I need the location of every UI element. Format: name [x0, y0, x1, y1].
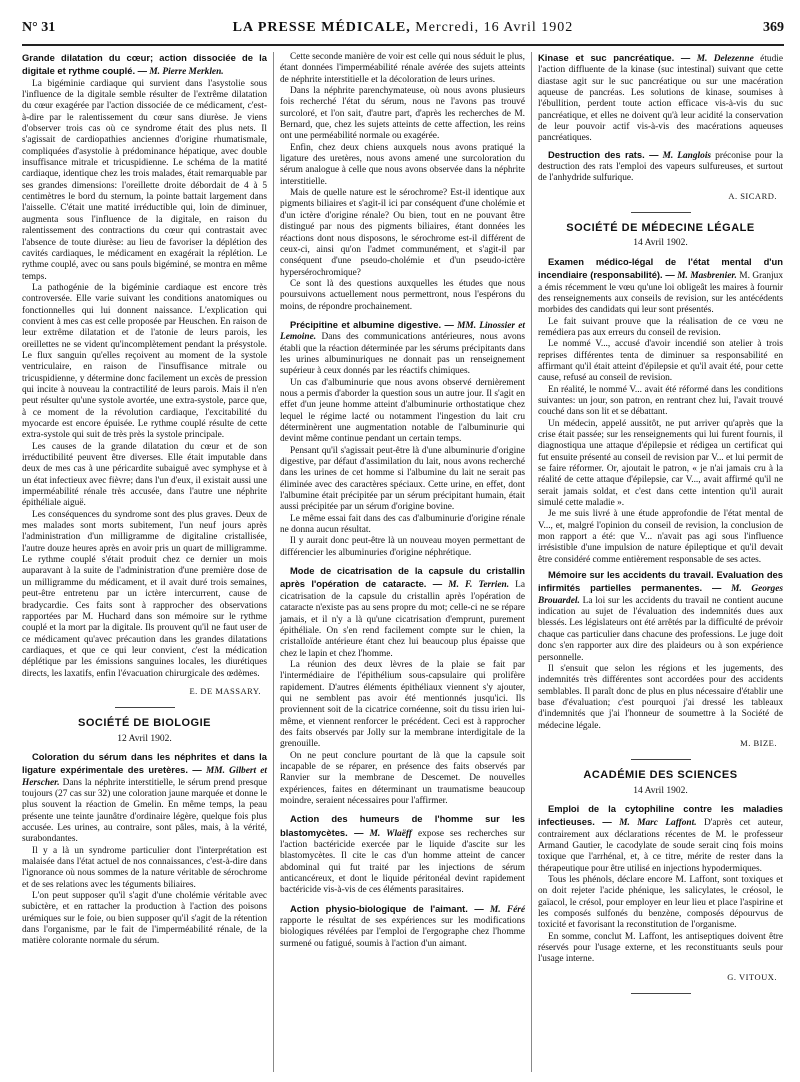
article-title: Coloration du sérum dans les néphrites et dans la ligature expérimentale des uretères. — — [22, 750, 267, 776]
paragraph: Il y aurait donc peut-être là un nouveau moyen permettant de différencier les albuminuries d'origine néphrétique. — [280, 536, 525, 558]
paragraph: Pensant qu'il s'agissait peut-être là d'une albuminurie d'origine digestive, par défaut d'assimilation du lait, nous avons recherché dans les urines de cet homme si l'albumine du lait ne serait pas éliminée avec des caractères spéciaux. Cette urine, en effet, dont l'albumine était précipitée par un sérum précipitant humain, était aussi précipitée par un sérum d'origine bovine. — [280, 445, 525, 513]
column-divider — [531, 52, 532, 1072]
article-author: M. Wlaëff — [369, 828, 412, 839]
paragraph: Cette seconde manière de voir est celle qui nous séduit le plus, étant données l'imperméabilité rénale avérée des sujets atteints de néphrite interstitielle et la décoloration de leurs urines. — [280, 52, 525, 85]
article-author: M. Delezenne — [696, 54, 754, 64]
article-heading — [538, 569, 783, 664]
article-heading — [538, 52, 783, 145]
paragraph: La pathogénie de la bigéminie cardiaque est encore très controversée. Elle varie suivant les conditions anatomiques ou fonctionnelles qui lui donnent naissance. L'explication qui convient à mes cas est celle proposée par Heuschen. En raison de leur extrême dilatation et de l'atonie de leurs parois, les oreillettes ne se vident qu'incomplètement pendant la présystole. Le flux sanguin qu'elles reçoivent au moment de la systole ventriculaire, en raison de l'insuffisance mitrale ou tricuspidienne, y détermine donc facilement un excès de pression qui incite à nouveau la contractilité de leurs parois. Mais il n'en peut résulter qu'une systole avortée, une extra-systole, parce que, à ce moment de la révolution cardiaque, l'excitabilité du myocarde est encore épuisée. Le rythme couplé résulte de cette extra-systole qui suit de très près la systole principale. — [22, 282, 267, 441]
article-title: Précipitine et albumine digestive. — — [290, 318, 454, 330]
section-title: SOCIÉTÉ DE BIOLOGIE — [78, 717, 211, 730]
paragraph: M. Granjux a émis récemment le vœu qu'une loi obligeât les maires à fournir des renseignements aux conseils de revision, sur les antécédents morbides des candidats qui leur sont présentés. — [538, 271, 783, 316]
journal-title: LA PRESSE MÉDICALE, — [232, 20, 411, 35]
article-author: MM. Linossier et Lemoine. — [280, 320, 525, 343]
article-author: M. Langlois — [662, 150, 712, 161]
paragraph: Dans la néphrite interstitielle, le sérum prend presque toujours (27 cas sur 32) une coloration jaune marquée et donne le plus souvent la réaction de Gmelin. En même temps, la peau présente une teinte jaunâtre d'ordinaire légère, quelque fois plus accusée. Les urines, au contraire, sont pâles, mais, à la vérité, surabondantes. — [22, 777, 267, 845]
article-heading — [280, 813, 525, 896]
paragraph: Les causes de la grande dilatation du cœur et de son irréductibilité peuvent être diverses. Elle était imputable dans deux de mes cas à une péricardite subaiguë avec symphyse et à un état infectieux avec fièvre; dans l'un d'eux, il existait aussi une imperméabilité rénale très accusée, dans l'autre une néphrite épithéliale aiguë. — [22, 441, 267, 509]
paragraph: Le fait suivant prouve que la réalisation de ce vœu ne remédiera pas aux erreurs du conseil de revision. — [538, 316, 783, 338]
paragraph: préconise pour la destruction des rats l'emploi des vapeurs sulfureuses, et surtout de l'anhydride sulfurique. — [538, 150, 783, 184]
page-number: 369 — [763, 20, 784, 35]
article-author: MM. Gilbert et Herscher. — [22, 766, 268, 788]
article-heading — [280, 319, 525, 378]
header-rule — [22, 44, 784, 46]
article-title: Examen médico-légal de l'état mental d'un incendiaire (responsabilité). — — [538, 255, 783, 281]
paragraph: On ne peut conclure pourtant de là que la capsule soit incapable de se réparer, en présence des faits observés par Ranvier sur la membrane de Descemet. De nouvelles expériences, faites en déterminant un traumatisme beaucoup moindre, seraient nécessaires pour l'affirmer. — [280, 750, 525, 806]
article-title: Mode de cicatrisation de la capsule du cristallin après l'opération de cataracte. — — [280, 565, 525, 590]
journal-masthead — [22, 20, 784, 36]
article-title: Kinase et suc pancréatique. — — [538, 52, 691, 63]
signature: M. BIZE. — [740, 737, 777, 748]
issue-date: Mercredi, 16 Avril 1902 — [415, 20, 574, 35]
issue-number: N° 31 — [22, 20, 56, 35]
paragraph: Un médecin, appelé aussitôt, ne put arriver qu'après que la crise était passée; sur les renseignements qui lui furent fournis, il diagnostiqua une attaque d'épilepsie et rédigea un certificat qui fut ensuite présenté au conseil de revision par V... et lui permit de se faire réformer. Or, ajoutait le patron, « je n'ai jamais cru à la réalité de cette attaque d'épilepsie, car V..., avait affirmé qu'il ne serait jamais soldat, et c'est dans cette intention qu'il aurait simulé cette maladie ». — [538, 418, 783, 509]
article-author: M. Féré — [489, 904, 525, 915]
page-header — [22, 20, 784, 42]
paragraph: Le même essai fait dans des cas d'albuminurie d'origine rénale ne donna aucun résultat. — [280, 513, 525, 536]
article-title: Grande dilatation du cœur; action dissociée de la digitale et rythme couplé. — — [22, 52, 267, 77]
paragraph: Ce sont là des questions auxquelles les études que nous poursuivons actuellement nous permettront, nous l'espérons du moins, de répondre prochainement. — [280, 278, 525, 312]
article-heading — [22, 52, 267, 79]
article-author: M. Pierre Merklen. — [149, 67, 224, 78]
paragraph: En somme, conclut M. Laffont, les antiseptiques doivent être réservés pour l'usage externe, et les reconstituants seuls pour l'usage interne. — [538, 931, 783, 965]
paragraph: Enfin, chez deux chiens auxquels nous avons pratiqué la ligature des uretères, nous avons amené une surcoloration du sérum analogue à celle que nous avons observée dans la néphrite interstitielle. — [280, 142, 525, 187]
article-heading — [22, 751, 267, 846]
paragraph: étudie l'action diffluente de la kinase (suc intestinal) suivant que cette diastase agit sur le suc pancréatique ou sur une macération aqueuse de pancréas. Les solutions de kinase, soumises à l'ébullition, perdent toute action efficace vis-à-vis du suc pancréatique, et elles ne doivent qu'à leur acidité la conservation de leur pouvoir actif vis-à-vis des macérations aqueuses pancréatiques. — [538, 54, 784, 144]
article-author: M. F. Terrien. — [448, 580, 510, 591]
section-separator — [631, 212, 691, 213]
article-author: M. Georges Brouardel. — [538, 584, 784, 606]
article-title: Action physio-biologique de l'aimant. — — [290, 902, 484, 914]
article-heading — [538, 803, 783, 875]
article-heading — [280, 565, 525, 660]
section-separator — [631, 759, 691, 760]
signature: A. SICARD. — [728, 190, 777, 201]
column-2 — [280, 52, 525, 950]
column-3 — [538, 52, 783, 1004]
paragraph: La loi sur les accidents du travail ne contient aucune indication au sujet de l'évaluation des indemnités dues aux blessés. Les législateurs ont été arrêtés par la difficulté de prévoir chaque cas particulier dans chacune des professions. Le juge doit donc s'en rapporter aux dire des plaideurs ou à son expérience personnelle. — [538, 595, 783, 663]
paragraph: Un cas d'albuminurie que nous avons observé dernièrement nous a permis d'aborder la question sous un autre jour. Il s'agit en effet d'un jeune homme atteint d'albuminurie orthostatique chez lequel le régime lacté ou notamment l'ingestion du lait cru déterminèrent une augmentation notable de l'albuminurie qui devint même continue pendant un certain temps. — [280, 377, 525, 445]
section-title: ACADÉMIE DES SCIENCES — [583, 769, 738, 782]
paragraph: L'on peut supposer qu'il s'agit d'une cholémie véritable avec subictère, et en rattacher la production à l'action des poisons urémiques sur le foie, ou bien supposer qu'il s'agit de la rétention dans l'organisme, par le fait de l'imperméabilité rénale, de la matière colorante normale du sérum. — [22, 891, 267, 947]
paragraph: rapporte le résultat de ses expériences sur les modifications biologiques révélées par l'emploi de l'ergographe chez l'homme surmené ou fatigué, soumis à l'action d'un aimant. — [280, 916, 525, 949]
article-title: Mémoire sur les accidents du travail. Evaluation des infirmités partielles permanentes. — — [538, 569, 783, 594]
paragraph: En réalité, le nommé V... avait été réformé dans les conditions suivantes: un jour, son patron, en rentrant chez lui, l'avait trouvé couché dans son lit et se débattant. — [538, 384, 783, 418]
section-date: 14 Avril 1902. — [633, 785, 688, 796]
article-author: M. Masbrenier. — [677, 271, 737, 282]
article-title: Action des humeurs de l'homme sur les blastomycètes. — — [280, 813, 525, 838]
paragraph: Il y a là un syndrome particulier dont l'interprétation est malaisée dans l'état actuel de nos connaissances, c'est-à-dire dans l'ignorance où nous sommes de la nature véritable de sérochrome et de ses relations avec les téguments biliaires. — [22, 845, 267, 890]
paragraph: Dans des communications antérieures, nous avons établi que la réaction déterminée par les sérums précipitants dans les urines albuminuriques ne donnait pas un renseignement supérieur à ceux donnés par les réactifs chimiques. — [280, 332, 525, 377]
column-divider — [273, 52, 274, 1072]
article-heading — [538, 256, 783, 317]
paragraph: Je me suis livré à une étude approfondie de l'état mental de V..., et, malgré l'opinion du conseil de revision, la conclusion de mon rapport a été: que V... n'avait pas agi sous l'influence irrésistible d'une impulsion de nature épileptique et qu'il devait être considéré comme entièrement responsable de ses actes. — [538, 509, 783, 565]
paragraph: Le nommé V..., accusé d'avoir incendié son atelier à trois reprises différentes tenta de diminuer sa responsabilité en affirmant qu'il était atteint d'épilepsie et qu'il avait été, pour cette cause, refusé au conseil de revision. — [538, 339, 783, 384]
signature: G. VITOUX. — [727, 971, 777, 982]
article-title: Destruction des rats. — — [548, 148, 659, 160]
paragraph: expose ses recherches sur l'action bactéricide exercée par le liquide d'ascite sur les blastomycètes. Il cite le cas d'un homme atteint de cancer abdominal qui fut traité par les injections de sérum anticancéreux, et dont le liquide péritonéal devint rapidement bactéricide vis-à-vis de ces éléments parasitaires. — [280, 828, 525, 896]
column-1 — [22, 52, 267, 948]
paragraph: La bigéminie cardiaque qui survient dans l'asystolie sous l'influence de la digitale semble résulter de l'extrême dilatation du cœur exagérée par l'action dissociée de ce médicament, c'est-à-dire par le ralentissement du cœur sans diurèse. Je viens d'observer trois cas où ce syndrome était des plus nets. Il s'agissait de cardiopathies anciennes d'origine rhumatismale, compliquées d'asystolie à prédominance hépatique, avec double insuffisance mitrale et tricuspidienne. Le schéma de la matité cardiaque, identique chez les trois malades, était remarquable par ses grandes dimensions: l'oreillette droite débordait de 4 à 5 centimètres le bord du sternum, la pointe battait largement dans l'aisselle. C'était une matité irréductible qui, loin de diminuer, augmenta sous l'influence de la digitale, en raison du ralentissement des contractions du cœur qui contrastait avec l'absence de toute diurèse: au lieu de favoriser la déplétion des cavités cardiaques, le médicament en exagérait la réplétion. Le rythme couplé, avec ou sans pouls bigéminé, se montra en même temps. — [22, 78, 267, 282]
section-date: 14 Avril 1902. — [633, 238, 688, 249]
article-author: M. Marc Laffont. — [619, 818, 697, 829]
section-date: 12 Avril 1902. — [117, 733, 172, 744]
paragraph: Dans la néphrite parenchymateuse, où nous avons plusieurs fois recherché l'état du sérum, nous ne l'avons pas trouvé surcoloré, et l'on sait, d'autre part, d'après les recherches de M. Bernard, que, chez les sujets atteints de cette affection, les reins ont une perméabilité normale ou exagérée. — [280, 86, 525, 142]
paragraph: Mais de quelle nature est le sérochrome? Est-il identique aux pigments biliaires et s'agit-il ici par conséquent d'une cholémie et d'un ictère d'origine rénale? Ou bien, tout en ne pouvant être distingué par nous des pigments biliaires, étant données les réactions dont nous disposons, le sérochrome est-il différent de ceux-ci, ainsi qu'on l'admet communément, et s'agit-il par conséquent d'une pseudo-cholémie et d'un pseudo-ictère hypersérochromique? — [280, 188, 525, 278]
article-heading — [538, 149, 783, 185]
article-heading — [280, 903, 525, 950]
section-separator — [631, 993, 691, 994]
paragraph: La cicatrisation de la capsule du cristallin après l'opération de cataracte n'existe pas au sens propre du mot; celle-ci ne se répare jamais, et il n'y a là qu'une cicatrisation d'emprunt, purement épithéliale. On s'en rend facilement compte sur le chien, la cristalloïde antérieure étant chez lui beaucoup plus épaisse que chez le lapin et chez l'homme. — [280, 580, 525, 659]
newspaper-page — [22, 0, 784, 1082]
paragraph: La réunion des deux lèvres de la plaie se fait par l'intermédiaire de l'épithélium sous-capsulaire qui prolifère rapidement. D'autres éléments épithéliaux viennent s'y ajouter, qui ne semblent pas avoir été mentionnés jusqu'ici. Ils proviennent soit de la cicatrice cornéenne, soit du tissu irien lui-même, et viennent renforcer le précédent. Ceci est à rapprocher des faits observés par Jolly sur la membrane interdigitale de la grenouille. — [280, 659, 525, 750]
paragraph: Les conséquences du syndrome sont des plus graves. Deux de mes malades sont morts subitement, l'un neuf jours après l'administration d'un milligramme de digitaline cristallisée, l'autre douze heures après en avoir pris un quart de milligramme. Le rythme couplé s'était produit chez ce dernier un mois auparavant à la suite de l'administration d'une première dose de un milligramme du médicament, et il avait duré trois semaines, peut-être entretenu par un ictère intercurrent, cause de bradycardie. Ces faits sont à rapprocher des observations rapportées par M. Huchard dans son mémoire sur le rythme couplé et la mort par la digitale. Ils prouvent qu'il ne faut user de ce médicament qu'avec précaution dans les grandes dilatations cardiaques, et que ce qui leur convient, c'est la médication déplétique par les émissions sanguines locales, les diurétiques directs, les laxatifs, enfin l'évacuation chirurgicale des œdèmes. — [22, 509, 267, 679]
paragraph: D'après cet auteur, contrairement aux déclarations récentes de M. le professeur Armand Gautier, le cacodylate de soude serait cinq fois moins toxique que l'arrhénal, et, à ce titre, mérite de rester dans la thérapeutique pour être utilisé en injections hypodermiques. — [538, 818, 784, 874]
signature: E. DE MASSARY. — [189, 685, 261, 696]
paragraph: Tous les phénols, déclare encore M. Laffont, sont toxiques et on doit rejeter l'acide phénique, les salicylates, le créosol, le gaïacol, le crésol, pour employer en leur lieu et place l'aspirine et les composés sulfonés du benzène, composés dépourvus de toxicité et favorisant la reconstitution de l'organisme. — [538, 875, 783, 931]
paragraph: Il s'ensuit que selon les régions et les jugements, des indemnités très différentes sont accordées pour des accidents semblables. Il paraît donc de plus en plus nécessaire d'établir une base d'évaluation; c'est pourquoi j'ai dressé les tableaux d'indemnités que j'ai l'honneur de soumettre à la Société de médecine légale. — [538, 663, 783, 731]
section-title: SOCIÉTÉ DE MÉDECINE LÉGALE — [566, 222, 755, 235]
section-separator — [115, 707, 175, 708]
article-title: Emploi de la cytophiline contre les maladies infectieuses. — — [538, 802, 783, 828]
